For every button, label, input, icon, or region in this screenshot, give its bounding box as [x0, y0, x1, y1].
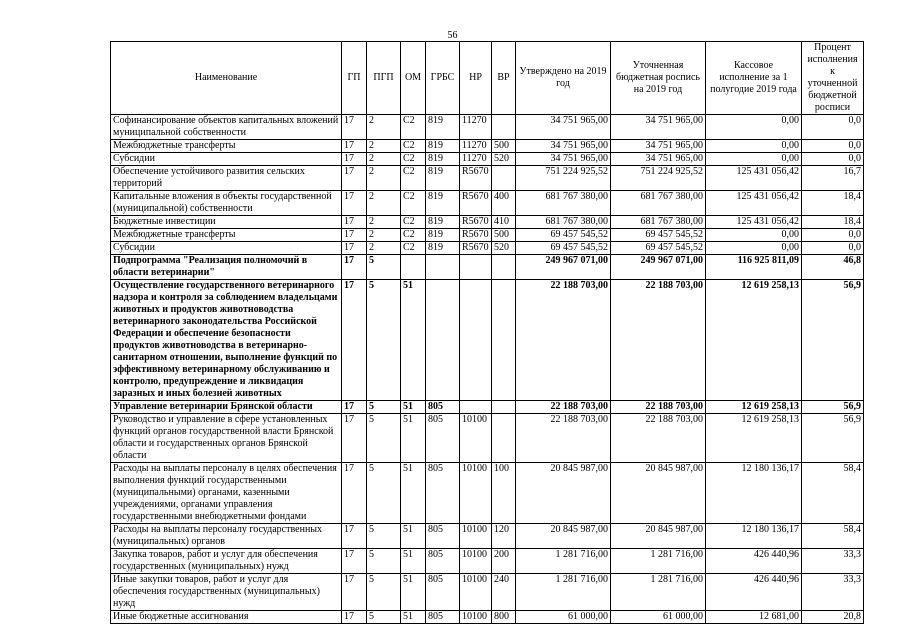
cell-om: 51 [401, 414, 426, 463]
cell-percent: 58,4 [802, 524, 864, 549]
cell-vr: 520 [492, 153, 516, 166]
cell-cash: 12 681,00 [706, 611, 802, 624]
cell-percent: 16,7 [802, 166, 864, 191]
cell-approved: 22 188 703,00 [516, 280, 611, 401]
cell-vr [492, 166, 516, 191]
cell-approved: 751 224 925,52 [516, 166, 611, 191]
cell-grbs: 819 [426, 229, 460, 242]
cell-vr: 120 [492, 524, 516, 549]
cell-om: 51 [401, 401, 426, 414]
cell-gp: 17 [342, 574, 367, 611]
cell-approved: 34 751 965,00 [516, 115, 611, 140]
cell-name: Межбюджетные трансферты [111, 229, 342, 242]
cell-refined: 34 751 965,00 [611, 140, 706, 153]
table-row [111, 574, 864, 611]
cell-pgp: 2 [367, 115, 401, 140]
table-row [111, 140, 864, 153]
cell-om: С2 [401, 153, 426, 166]
cell-refined: 681 767 380,00 [611, 216, 706, 229]
cell-cash: 426 440,96 [706, 549, 802, 574]
cell-name: Закупка товаров, работ и услуг для обеспечения государственных (муниципальных) нужд [111, 549, 342, 574]
col-header-pgp: ПГП [367, 42, 401, 115]
cell-percent: 0,0 [802, 140, 864, 153]
cell-vr: 800 [492, 611, 516, 624]
table-row [111, 401, 864, 414]
cell-percent: 0,0 [802, 153, 864, 166]
cell-grbs: 805 [426, 463, 460, 524]
cell-name: Софинансирование объектов капитальных вложений муниципальной собственности [111, 115, 342, 140]
cell-pgp: 2 [367, 166, 401, 191]
cell-vr: 240 [492, 574, 516, 611]
cell-cash: 12 619 258,13 [706, 401, 802, 414]
cell-om [401, 255, 426, 280]
cell-grbs: 805 [426, 611, 460, 624]
cell-vr: 100 [492, 463, 516, 524]
cell-approved: 681 767 380,00 [516, 216, 611, 229]
cell-refined: 751 224 925,52 [611, 166, 706, 191]
cell-om: С2 [401, 140, 426, 153]
cell-nr: 10100 [460, 414, 492, 463]
cell-gp: 17 [342, 255, 367, 280]
table-row [111, 255, 864, 280]
cell-nr [460, 255, 492, 280]
cell-nr [460, 280, 492, 401]
table-row [111, 611, 864, 624]
cell-om: 51 [401, 463, 426, 524]
cell-refined: 34 751 965,00 [611, 153, 706, 166]
cell-nr: 11270 [460, 153, 492, 166]
cell-nr: R5670 [460, 242, 492, 255]
table-row [111, 242, 864, 255]
cell-approved: 69 457 545,52 [516, 242, 611, 255]
cell-pgp: 5 [367, 574, 401, 611]
cell-gp: 17 [342, 115, 367, 140]
cell-cash: 0,00 [706, 153, 802, 166]
cell-vr: 500 [492, 140, 516, 153]
cell-refined: 20 845 987,00 [611, 524, 706, 549]
cell-percent: 33,3 [802, 549, 864, 574]
table-row [111, 229, 864, 242]
cell-grbs: 819 [426, 140, 460, 153]
cell-gp: 17 [342, 242, 367, 255]
cell-om: 51 [401, 524, 426, 549]
cell-approved: 681 767 380,00 [516, 191, 611, 216]
cell-om: С2 [401, 166, 426, 191]
cell-name: Осуществление государственного ветеринарного надзора и контроля за соблюдением владельцами животных и продуктов животноводства ветеринарного законодательства Российской Федерации и обеспечение безопасности продуктов животноводства в ветеринарно-санитарном отношении, выполнение функций по эффективному ветеринарному обслуживанию и контролю, предупреждение и ликвидация заразных и иных болезней животных [111, 280, 342, 401]
cell-name: Расходы на выплаты персоналу государственных (муниципальных) органов [111, 524, 342, 549]
cell-vr: 500 [492, 229, 516, 242]
cell-approved: 22 188 703,00 [516, 401, 611, 414]
cell-cash: 426 440,96 [706, 574, 802, 611]
cell-nr [460, 401, 492, 414]
cell-refined: 22 188 703,00 [611, 401, 706, 414]
cell-nr: 10100 [460, 611, 492, 624]
cell-gp: 17 [342, 463, 367, 524]
cell-cash: 0,00 [706, 140, 802, 153]
cell-pgp: 5 [367, 524, 401, 549]
table-body [111, 115, 864, 624]
cell-grbs: 819 [426, 216, 460, 229]
cell-refined: 22 188 703,00 [611, 280, 706, 401]
cell-grbs: 819 [426, 153, 460, 166]
cell-percent: 18,4 [802, 191, 864, 216]
cell-grbs: 819 [426, 191, 460, 216]
cell-percent: 18,4 [802, 216, 864, 229]
cell-approved: 1 281 716,00 [516, 574, 611, 611]
table-row [111, 549, 864, 574]
cell-om: С2 [401, 216, 426, 229]
col-header-nr: НР [460, 42, 492, 115]
col-header-gp: ГП [342, 42, 367, 115]
cell-pgp: 5 [367, 280, 401, 401]
cell-name: Руководство и управление в сфере установленных функций органов государственной власти Брянской области и государственных органов Брянской области [111, 414, 342, 463]
cell-name: Расходы на выплаты персоналу в целях обеспечения выполнения функций государственными (муниципальными) органами, казенными учреждениями, органами управления государственными внебюджетными фондами [111, 463, 342, 524]
col-header-om: ОМ [401, 42, 426, 115]
cell-grbs [426, 255, 460, 280]
cell-pgp: 2 [367, 242, 401, 255]
cell-pgp: 2 [367, 140, 401, 153]
cell-vr [492, 414, 516, 463]
cell-pgp: 2 [367, 216, 401, 229]
cell-name: Иные бюджетные ассигнования [111, 611, 342, 624]
cell-approved: 34 751 965,00 [516, 153, 611, 166]
cell-om: 51 [401, 574, 426, 611]
cell-percent: 0,0 [802, 115, 864, 140]
cell-refined: 69 457 545,52 [611, 229, 706, 242]
cell-percent: 56,9 [802, 401, 864, 414]
cell-om: С2 [401, 242, 426, 255]
cell-refined: 22 188 703,00 [611, 414, 706, 463]
cell-refined: 61 000,00 [611, 611, 706, 624]
cell-cash: 12 619 258,13 [706, 280, 802, 401]
cell-gp: 17 [342, 414, 367, 463]
cell-percent: 56,9 [802, 414, 864, 463]
cell-name: Капитальные вложения в объекты государственной (муниципальной) собственности [111, 191, 342, 216]
table-row [111, 524, 864, 549]
cell-nr: R5670 [460, 216, 492, 229]
cell-grbs: 819 [426, 115, 460, 140]
cell-nr: R5670 [460, 229, 492, 242]
cell-refined: 1 281 716,00 [611, 549, 706, 574]
cell-percent: 56,9 [802, 280, 864, 401]
cell-vr: 400 [492, 191, 516, 216]
cell-grbs: 805 [426, 401, 460, 414]
cell-grbs: 819 [426, 242, 460, 255]
table-row [111, 216, 864, 229]
cell-nr: 10100 [460, 463, 492, 524]
cell-refined: 20 845 987,00 [611, 463, 706, 524]
table-row [111, 166, 864, 191]
table-row [111, 280, 864, 401]
cell-percent: 20,8 [802, 611, 864, 624]
cell-nr: R5670 [460, 191, 492, 216]
cell-gp: 17 [342, 166, 367, 191]
cell-gp: 17 [342, 191, 367, 216]
cell-nr: 10100 [460, 524, 492, 549]
cell-om: 51 [401, 549, 426, 574]
cell-name: Межбюджетные трансферты [111, 140, 342, 153]
cell-cash: 0,00 [706, 115, 802, 140]
col-header-refined: Уточненная бюджетная роспись на 2019 год [611, 42, 706, 115]
cell-gp: 17 [342, 611, 367, 624]
cell-cash: 0,00 [706, 229, 802, 242]
cell-nr: R5670 [460, 166, 492, 191]
cell-pgp: 5 [367, 463, 401, 524]
cell-percent: 58,4 [802, 463, 864, 524]
cell-cash: 0,00 [706, 242, 802, 255]
cell-approved: 20 845 987,00 [516, 524, 611, 549]
cell-approved: 61 000,00 [516, 611, 611, 624]
cell-cash: 116 925 811,09 [706, 255, 802, 280]
cell-approved: 34 751 965,00 [516, 140, 611, 153]
cell-approved: 22 188 703,00 [516, 414, 611, 463]
cell-gp: 17 [342, 153, 367, 166]
cell-om: С2 [401, 115, 426, 140]
cell-name: Субсидии [111, 242, 342, 255]
cell-approved: 20 845 987,00 [516, 463, 611, 524]
cell-pgp: 2 [367, 153, 401, 166]
cell-gp: 17 [342, 140, 367, 153]
cell-percent: 0,0 [802, 242, 864, 255]
col-header-grbs: ГРБС [426, 42, 460, 115]
header-row [111, 42, 864, 115]
cell-pgp: 2 [367, 191, 401, 216]
cell-refined: 249 967 071,00 [611, 255, 706, 280]
cell-name: Управление ветеринарии Брянской области [111, 401, 342, 414]
cell-vr [492, 255, 516, 280]
cell-pgp: 2 [367, 229, 401, 242]
cell-approved: 1 281 716,00 [516, 549, 611, 574]
cell-vr: 410 [492, 216, 516, 229]
cell-vr [492, 115, 516, 140]
cell-name: Подпрограмма "Реализация полномочий в области ветеринарии" [111, 255, 342, 280]
page-number: 56 [447, 30, 458, 41]
col-header-approved: Утверждено на 2019 год [516, 42, 611, 115]
cell-grbs: 805 [426, 414, 460, 463]
cell-om: С2 [401, 229, 426, 242]
cell-om: С2 [401, 191, 426, 216]
table-row [111, 463, 864, 524]
col-header-vr: ВР [492, 42, 516, 115]
cell-approved: 69 457 545,52 [516, 229, 611, 242]
table-row [111, 153, 864, 166]
cell-percent: 33,3 [802, 574, 864, 611]
cell-refined: 34 751 965,00 [611, 115, 706, 140]
cell-gp: 17 [342, 524, 367, 549]
cell-om: 51 [401, 611, 426, 624]
cell-pgp: 5 [367, 549, 401, 574]
cell-refined: 69 457 545,52 [611, 242, 706, 255]
cell-gp: 17 [342, 229, 367, 242]
cell-grbs: 819 [426, 166, 460, 191]
cell-pgp: 5 [367, 611, 401, 624]
cell-pgp: 5 [367, 401, 401, 414]
cell-pgp: 5 [367, 255, 401, 280]
cell-nr: 10100 [460, 549, 492, 574]
cell-om: 51 [401, 280, 426, 401]
cell-cash: 12 180 136,17 [706, 463, 802, 524]
cell-approved: 249 967 071,00 [516, 255, 611, 280]
col-header-percent: Процент исполнения к уточненной бюджетной росписи [802, 42, 864, 115]
cell-refined: 1 281 716,00 [611, 574, 706, 611]
cell-cash: 12 619 258,13 [706, 414, 802, 463]
cell-nr: 10100 [460, 574, 492, 611]
cell-gp: 17 [342, 216, 367, 229]
cell-name: Иные закупки товаров, работ и услуг для обеспечения государственных (муниципальных) нужд [111, 574, 342, 611]
cell-gp: 17 [342, 280, 367, 401]
cell-vr: 200 [492, 549, 516, 574]
cell-name: Субсидии [111, 153, 342, 166]
cell-gp: 17 [342, 401, 367, 414]
cell-nr: 11270 [460, 140, 492, 153]
cell-percent: 0,0 [802, 229, 864, 242]
cell-vr: 520 [492, 242, 516, 255]
cell-vr [492, 280, 516, 401]
cell-cash: 125 431 056,42 [706, 216, 802, 229]
cell-cash: 125 431 056,42 [706, 191, 802, 216]
cell-pgp: 5 [367, 414, 401, 463]
cell-gp: 17 [342, 549, 367, 574]
table-row [111, 115, 864, 140]
cell-percent: 46,8 [802, 255, 864, 280]
cell-name: Обеспечение устойчивого развития сельских территорий [111, 166, 342, 191]
budget-table [110, 41, 864, 624]
cell-cash: 125 431 056,42 [706, 166, 802, 191]
col-header-name: Наименование [111, 42, 342, 115]
cell-grbs: 805 [426, 574, 460, 611]
col-header-cash: Кассовое исполнение за 1 полугодие 2019 года [706, 42, 802, 115]
cell-name: Бюджетные инвестиции [111, 216, 342, 229]
table-row [111, 191, 864, 216]
table-row [111, 414, 864, 463]
cell-vr [492, 401, 516, 414]
cell-nr: 11270 [460, 115, 492, 140]
cell-grbs [426, 280, 460, 401]
cell-grbs: 805 [426, 524, 460, 549]
cell-grbs: 805 [426, 549, 460, 574]
cell-cash: 12 180 136,17 [706, 524, 802, 549]
cell-refined: 681 767 380,00 [611, 191, 706, 216]
